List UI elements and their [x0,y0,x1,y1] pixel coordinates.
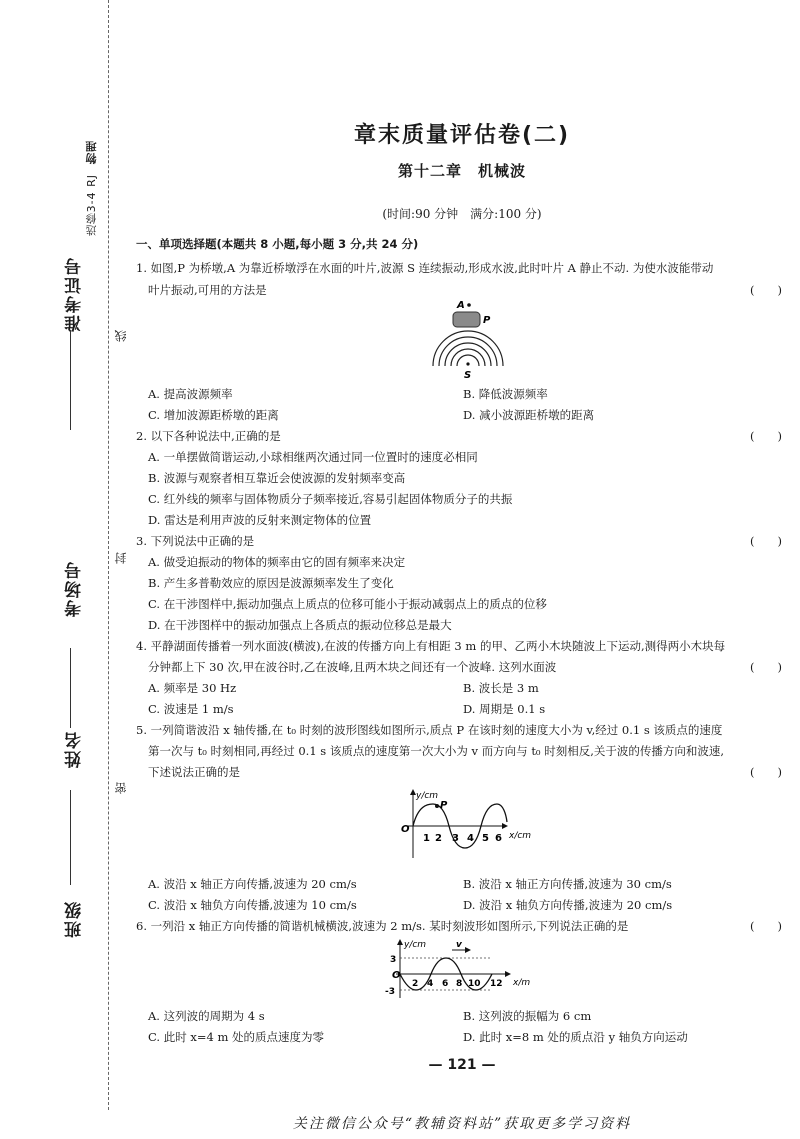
pier-label: P [483,315,491,326]
page-title: 章末质量评估卷(二) [353,123,571,148]
page-number: — 121 — [428,1057,496,1073]
subject-label: 物理 [85,140,98,164]
q5-stem-line2: 第一次与 t₀ 时刻相同,再经过 0.1 s 该质点的速度第一次大小为 v 而方向与 t₀ 时刻相反,关于波的传播方向和波速, [148,744,725,758]
q5-stem-line1: 5. 一列简谐波沿 x 轴传播,在 t₀ 时刻的波形图线如图所示,质点 P 在该时刻的速度大小为 v,经过 0.1 s 该质点的速度 [136,723,723,737]
q6-option-a[interactable]: A. 这列波的周期为 4 s [148,1009,265,1023]
q5-ylabel: y/cm [416,791,439,801]
q5-tick-4: 4 [467,833,474,844]
q4-option-c[interactable]: C. 波速是 1 m/s [148,702,234,716]
q6-tick-8: 8 [456,979,463,989]
source-label: S [464,370,472,381]
q5-xlabel: x/cm [509,831,532,841]
q6-origin: O [392,970,401,981]
q5-point-p [435,804,439,808]
q5-tick-1: 1 [423,833,430,844]
q5-option-b[interactable]: B. 波沿 x 轴正方向传播,波速为 30 cm/s [463,877,672,891]
q5-wave-figure [395,786,540,862]
q2-stem: 2. 以下各种说法中,正确的是 [136,429,281,443]
q3-option-a[interactable]: A. 做受迫振动的物体的频率由它的固有频率来决定 [148,555,406,569]
cut-line-feng: 封 [114,552,128,564]
q3-answer-paren[interactable]: ( ) [750,534,782,548]
q6-tick-6: 6 [442,979,449,989]
pier-block [453,312,480,327]
q5-option-d[interactable]: D. 波沿 x 轴负方向传播,波速为 20 cm/s [463,898,673,912]
name-label: 姓名 [65,730,85,768]
q6-tick-2: 2 [412,979,419,989]
q2-answer-paren[interactable]: ( ) [750,429,782,443]
q4-stem-line1: 4. 平静湖面传播着一列水面波(横波),在波的传播方向上有相距 3 m 的甲、乙两小木块随波上下运动,测得两小木块每 [136,639,726,653]
q1-option-d[interactable]: D. 减小波源距桥墩的距离 [463,408,595,422]
q6-y-bottom: -3 [385,987,395,997]
q4-answer-paren[interactable]: ( ) [750,660,782,674]
q3-option-b[interactable]: B. 产生多普勒效应的原因是波源频率发生了变化 [148,576,394,590]
q3-option-c[interactable]: C. 在干涉图样中,振动加强点上质点的位移可能小于振动减弱点上的质点的位移 [148,597,547,611]
id-number-blank[interactable] [70,330,71,430]
q6-velocity-label: v [456,940,462,950]
course-label: 选修3-4 RJ [85,174,98,237]
q1-option-b[interactable]: B. 降低波源频率 [463,387,548,401]
q2-option-c[interactable]: C. 红外线的频率与固体物质分子频率接近,容易引起固体物质分子的共振 [148,492,513,506]
q5-tick-2: 2 [435,833,442,844]
q1-answer-paren[interactable]: ( ) [750,283,782,297]
name-blank[interactable] [70,790,71,885]
q1-option-a[interactable]: A. 提高波源频率 [148,387,233,401]
q6-tick-12: 12 [490,979,503,989]
exam-room-blank[interactable] [70,648,71,728]
q5-tick-6: 6 [495,833,502,844]
q6-stem: 6. 一列沿 x 轴正方向传播的简谐机械横波,波速为 2 m/s. 某时刻波形如图所示,下列说法正确的是 [136,919,629,933]
cut-line-xian: 线 [114,330,128,342]
q5-option-c[interactable]: C. 波沿 x 轴负方向传播,波速为 10 cm/s [148,898,357,912]
time-info: (时间:90 分钟 满分:100 分) [382,207,542,221]
q6-option-b[interactable]: B. 这列波的振幅为 6 cm [463,1009,592,1023]
footer-note: 关注微信公众号“教辅资料站”获取更多学习资料 [292,1116,632,1132]
exam-room-label: 考场号 [65,560,85,617]
q1-figure [425,296,515,382]
q6-xlabel: x/m [513,978,531,988]
q6-option-d[interactable]: D. 此时 x=8 m 处的质点沿 y 轴负方向运动 [463,1030,688,1044]
q4-option-b[interactable]: B. 波长是 3 m [463,681,539,695]
q4-stem-line2: 分钟都上下 30 次,甲在波谷时,乙在波峰,且两木块之间还有一个波峰. 这列水面波 [148,660,557,674]
source-dot [466,362,469,365]
q3-option-d[interactable]: D. 在干涉图样中的振动加强点上各质点的振动位移总是最大 [148,618,452,632]
q6-answer-paren[interactable]: ( ) [750,919,782,933]
q5-stem-line3: 下述说法正确的是 [148,765,240,779]
q1-stem-line2: 叶片振动,可用的方法是 [148,283,267,297]
q2-option-d[interactable]: D. 雷达是利用声波的反射来测定物体的位置 [148,513,372,527]
q4-option-a[interactable]: A. 频率是 30 Hz [148,681,237,695]
q6-ylabel: y/cm [404,940,427,950]
id-number-label: 准考证号 [65,256,85,332]
q6-tick-10: 10 [468,979,481,989]
q1-stem-line1: 1. 如图,P 为桥墩,A 为靠近桥墩浮在水面的叶片,波源 S 连续振动,形成水波,此时叶片 A 静止不动. 为使水波能带动 [136,261,714,275]
q2-option-a[interactable]: A. 一单摆做简谐运动,小球相继两次通过同一位置时的速度必相同 [148,450,478,464]
class-label: 班级 [65,900,85,938]
q5-answer-paren[interactable]: ( ) [750,765,782,779]
q6-y-top: 3 [390,955,397,965]
wave-arc-2 [439,337,497,366]
q5-tick-5: 5 [482,833,489,844]
leaf-a-label: A [457,300,465,311]
q2-option-b[interactable]: B. 波源与观察者相互靠近会使波源的发射频率变高 [148,471,406,485]
q1-option-c[interactable]: C. 增加波源距桥墩的距离 [148,408,279,422]
q5-origin: O [401,824,410,835]
q5-tick-3: 3 [452,833,459,844]
q5-option-a[interactable]: A. 波沿 x 轴正方向传播,波速为 20 cm/s [148,877,357,891]
cut-line-mi: 密 [114,782,128,794]
q6-tick-4: 4 [427,979,434,989]
section-heading: 一、单项选择题(本题共 8 小题,每小题 3 分,共 24 分) [136,237,419,251]
leaf-a-dot [467,303,471,307]
q3-stem: 3. 下列说法中正确的是 [136,534,255,548]
q5-point-p-label: P [440,800,448,811]
q6-wave-figure [370,936,540,1002]
q4-option-d[interactable]: D. 周期是 0.1 s [463,702,546,716]
q6-option-c[interactable]: C. 此时 x=4 m 处的质点速度为零 [148,1030,325,1044]
chapter-subtitle: 第十二章 机械波 [397,162,526,180]
